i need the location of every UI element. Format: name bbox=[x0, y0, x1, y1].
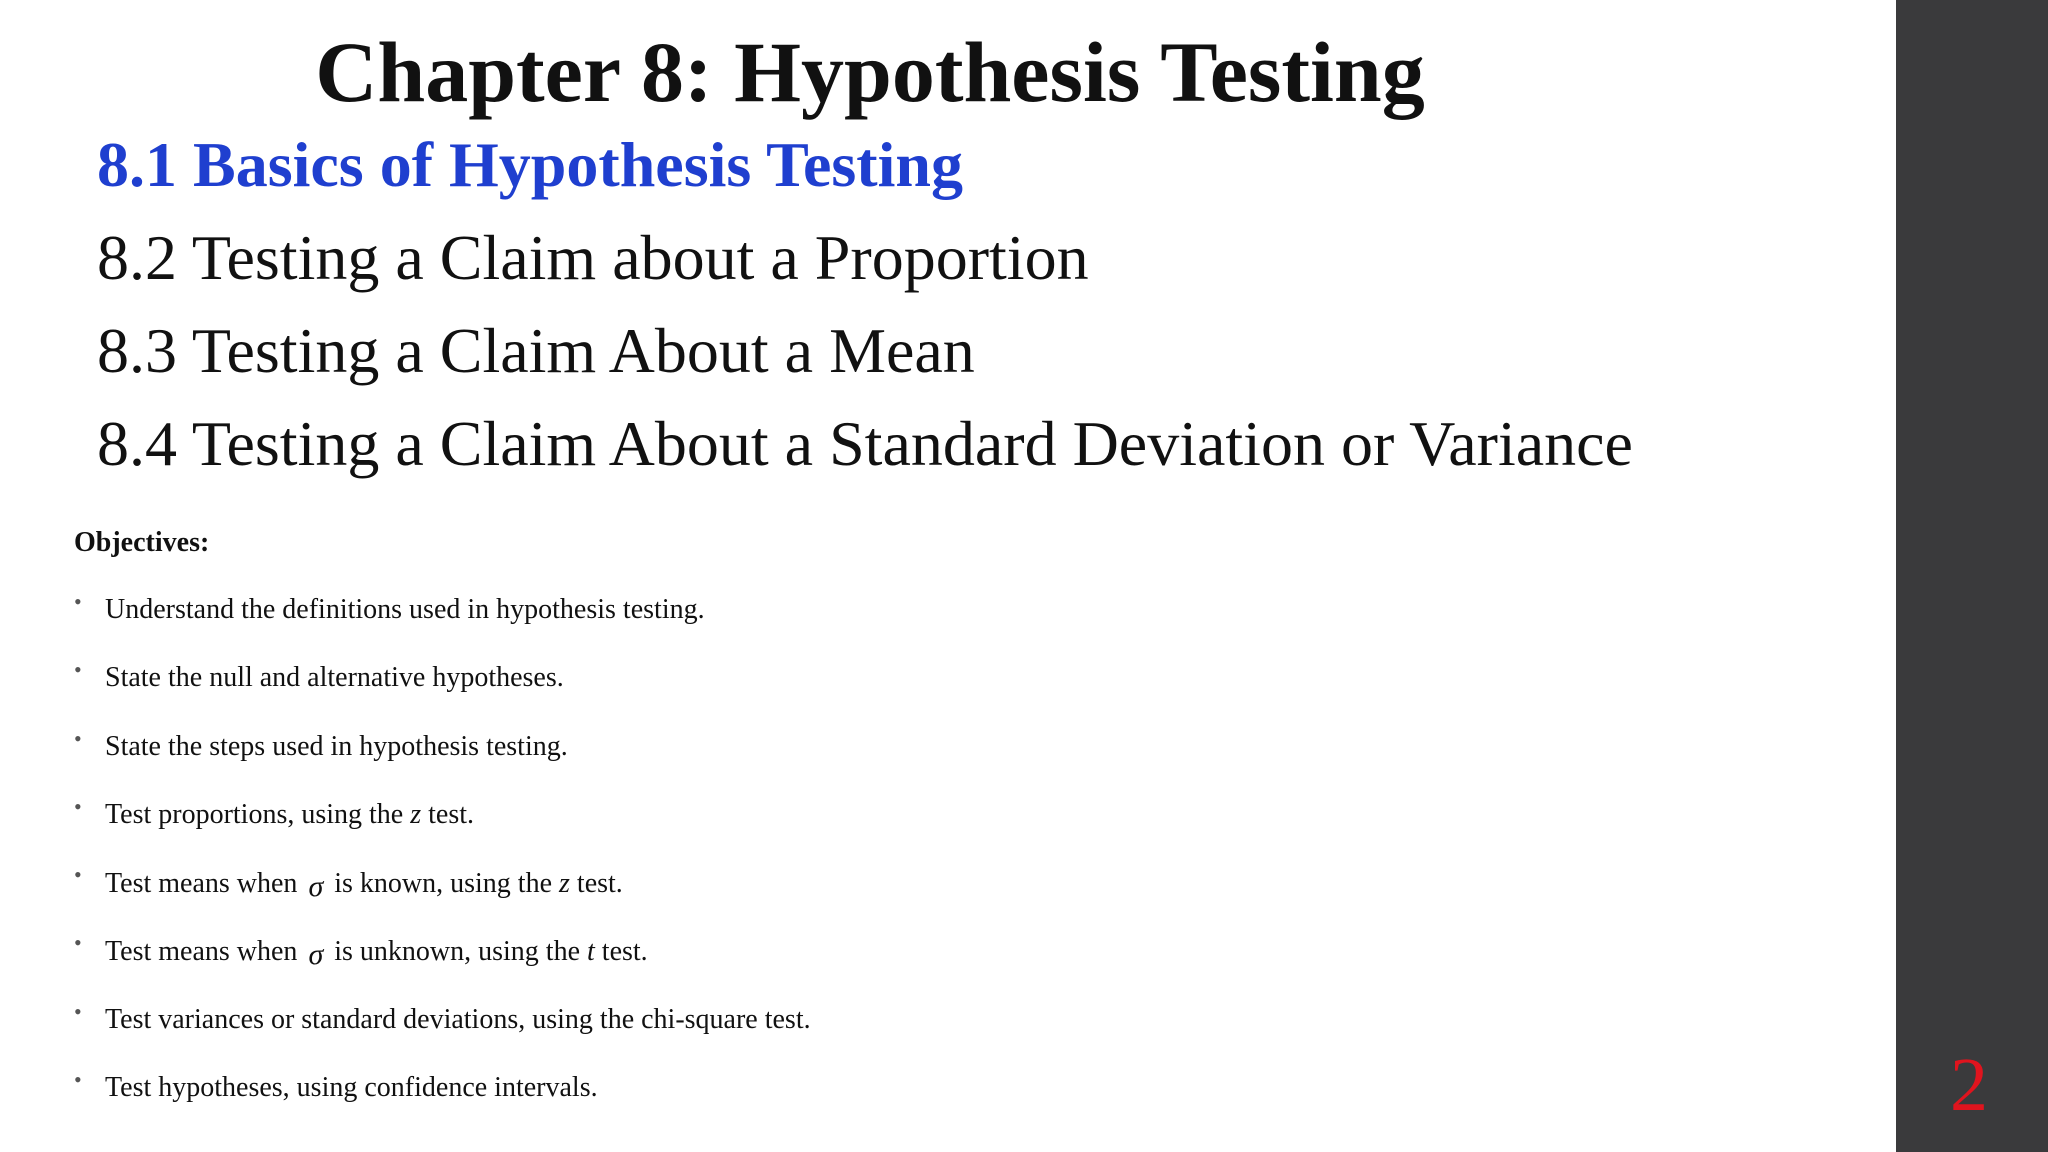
objective-text: Test means when σ is unknown, using the t test. bbox=[105, 931, 648, 972]
section-item-8-2: 8.2 Testing a Claim about a Proportion bbox=[97, 222, 1089, 293]
section-list bbox=[97, 118, 1633, 490]
objective-text: Test variances or standard deviations, using the chi-square test. bbox=[105, 1003, 811, 1035]
section-item-8-1: 8.1 Basics of Hypothesis Testing bbox=[97, 129, 963, 200]
objective-text: Understand the definitions used in hypothesis testing. bbox=[105, 594, 705, 625]
objective-text: Test means when σ is known, using the z test. bbox=[105, 863, 623, 904]
z-symbol: z bbox=[410, 798, 422, 830]
objective-text: State the null and alternative hypotheses. bbox=[105, 662, 564, 694]
side-bar bbox=[1896, 0, 2048, 1152]
t-symbol: t bbox=[587, 936, 595, 968]
page-number: 2 bbox=[1950, 1043, 1988, 1127]
z-symbol: z bbox=[559, 868, 570, 900]
section-item-8-4: 8.4 Testing a Claim About a Standard Deviation or Variance bbox=[97, 408, 1633, 479]
bullet-icon: • bbox=[74, 998, 82, 1024]
objective-text: State the steps used in hypothesis testing. bbox=[105, 730, 568, 762]
sigma-symbol: σ bbox=[308, 870, 324, 904]
sigma-symbol: σ bbox=[308, 938, 324, 972]
slide-title: Chapter 8: Hypothesis Testing bbox=[315, 24, 1425, 120]
bullet-icon: • bbox=[74, 862, 82, 888]
bullet-icon: • bbox=[74, 589, 82, 614]
bullet-icon: • bbox=[74, 930, 82, 956]
objective-text: Test proportions, using the z test. bbox=[105, 798, 475, 830]
bullet-icon: • bbox=[74, 1067, 82, 1093]
bullet-icon: • bbox=[74, 725, 82, 751]
objectives-heading: Objectives: bbox=[74, 527, 210, 558]
section-item-8-3: 8.3 Testing a Claim About a Mean bbox=[97, 315, 975, 386]
bullet-icon: • bbox=[74, 657, 82, 683]
objective-text: Test hypotheses, using confidence intervals. bbox=[105, 1072, 598, 1104]
bullet-icon: • bbox=[74, 793, 82, 819]
